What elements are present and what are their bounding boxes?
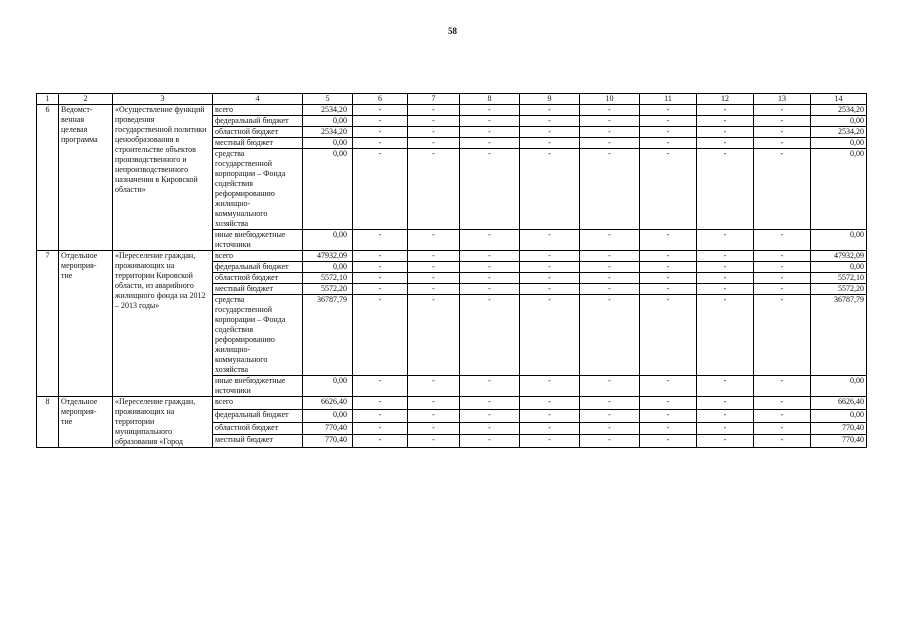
value-col-8: - (460, 273, 520, 284)
column-header-11: 11 (640, 94, 697, 105)
value-col-13: - (754, 230, 811, 251)
value-col-9: - (520, 295, 580, 376)
value-col-11: - (640, 397, 697, 410)
value-col-7: - (408, 116, 460, 127)
value-col-12: - (697, 422, 754, 435)
value-col-9: - (520, 273, 580, 284)
value-col-7: - (408, 284, 460, 295)
value-col-11: - (640, 127, 697, 138)
value-col-9: - (520, 116, 580, 127)
value-col-6: - (353, 409, 408, 422)
value-col-14: 47932,09 (811, 251, 867, 262)
value-col-14: 770,40 (811, 435, 867, 448)
value-col-9: - (520, 251, 580, 262)
column-header-14: 14 (811, 94, 867, 105)
table-row (37, 105, 867, 116)
value-col-10: - (580, 149, 640, 230)
value-col-10: - (580, 397, 640, 410)
value-col-10: - (580, 295, 640, 376)
measure-type: Отдельное мероприя- тие (59, 251, 113, 397)
value-col-13: - (754, 127, 811, 138)
funding-source: федеральный бюджет (213, 262, 303, 273)
value-col-10: - (580, 409, 640, 422)
value-col-9: - (520, 284, 580, 295)
column-header-5: 5 (303, 94, 353, 105)
value-col-9: - (520, 149, 580, 230)
value-col-13: - (754, 251, 811, 262)
value-col-8: - (460, 230, 520, 251)
value-col-13: - (754, 284, 811, 295)
value-col-5: 0,00 (303, 138, 353, 149)
funding-source: федеральный бюджет (213, 116, 303, 127)
value-col-7: - (408, 422, 460, 435)
value-col-10: - (580, 230, 640, 251)
value-col-14: 5572,10 (811, 273, 867, 284)
value-col-5: 2534,20 (303, 127, 353, 138)
value-col-5: 0,00 (303, 262, 353, 273)
value-col-12: - (697, 409, 754, 422)
measure-name: «Переселение граждан, проживающих на территории Кировской области, из аварийного жилищного фонда на 2012 – 2013 годы» (113, 251, 213, 397)
value-col-6: - (353, 284, 408, 295)
value-col-11: - (640, 116, 697, 127)
value-col-8: - (460, 397, 520, 410)
value-col-9: - (520, 138, 580, 149)
value-col-12: - (697, 295, 754, 376)
value-col-13: - (754, 376, 811, 397)
value-col-14: 5572,20 (811, 284, 867, 295)
value-col-13: - (754, 397, 811, 410)
value-col-6: - (353, 376, 408, 397)
value-col-8: - (460, 284, 520, 295)
funding-source: иные внебюджетные источники (213, 376, 303, 397)
column-header-8: 8 (460, 94, 520, 105)
value-col-6: - (353, 262, 408, 273)
value-col-5: 0,00 (303, 376, 353, 397)
value-col-7: - (408, 409, 460, 422)
value-col-12: - (697, 376, 754, 397)
value-col-11: - (640, 422, 697, 435)
value-col-7: - (408, 376, 460, 397)
value-col-7: - (408, 397, 460, 410)
column-header-4: 4 (213, 94, 303, 105)
value-col-12: - (697, 230, 754, 251)
value-col-9: - (520, 409, 580, 422)
column-header-13: 13 (754, 94, 811, 105)
value-col-14: 0,00 (811, 409, 867, 422)
value-col-5: 0,00 (303, 409, 353, 422)
value-col-6: - (353, 127, 408, 138)
value-col-9: - (520, 105, 580, 116)
table-row (37, 251, 867, 262)
value-col-7: - (408, 149, 460, 230)
column-header-2: 2 (59, 94, 113, 105)
measure-name: «Осуществление функций проведения государственной политики ценообразования в строительстве объектов производственного и непроизводственного назначения в Кировской области» (113, 105, 213, 251)
header-row (37, 94, 867, 105)
value-col-12: - (697, 127, 754, 138)
funding-source: местный бюджет (213, 138, 303, 149)
value-col-8: - (460, 262, 520, 273)
funding-source: средства государственной корпорации – Фонда содействия реформированию жилищно-коммунального хозяйства (213, 149, 303, 230)
value-col-7: - (408, 273, 460, 284)
value-col-12: - (697, 116, 754, 127)
value-col-8: - (460, 422, 520, 435)
value-col-12: - (697, 273, 754, 284)
value-col-7: - (408, 262, 460, 273)
value-col-5: 770,40 (303, 422, 353, 435)
value-col-10: - (580, 105, 640, 116)
table-body (37, 94, 867, 448)
value-col-11: - (640, 284, 697, 295)
value-col-7: - (408, 105, 460, 116)
value-col-6: - (353, 105, 408, 116)
value-col-9: - (520, 422, 580, 435)
value-col-13: - (754, 295, 811, 376)
value-col-14: 36787,79 (811, 295, 867, 376)
value-col-11: - (640, 376, 697, 397)
value-col-7: - (408, 295, 460, 376)
value-col-5: 5572,10 (303, 273, 353, 284)
row-number: 8 (37, 397, 59, 448)
value-col-5: 0,00 (303, 230, 353, 251)
value-col-11: - (640, 230, 697, 251)
value-col-8: - (460, 138, 520, 149)
value-col-5: 0,00 (303, 149, 353, 230)
value-col-11: - (640, 149, 697, 230)
measure-type: Ведомст- венная целевая программа (59, 105, 113, 251)
value-col-8: - (460, 251, 520, 262)
value-col-13: - (754, 435, 811, 448)
value-col-8: - (460, 435, 520, 448)
column-header-12: 12 (697, 94, 754, 105)
value-col-5: 36787,79 (303, 295, 353, 376)
value-col-13: - (754, 262, 811, 273)
value-col-7: - (408, 230, 460, 251)
value-col-12: - (697, 435, 754, 448)
value-col-14: 2534,20 (811, 105, 867, 116)
value-col-9: - (520, 376, 580, 397)
value-col-10: - (580, 138, 640, 149)
value-col-14: 0,00 (811, 149, 867, 230)
funding-source: областной бюджет (213, 422, 303, 435)
value-col-7: - (408, 127, 460, 138)
value-col-14: 2534,20 (811, 127, 867, 138)
row-number: 7 (37, 251, 59, 397)
value-col-6: - (353, 251, 408, 262)
value-col-8: - (460, 409, 520, 422)
value-col-12: - (697, 251, 754, 262)
value-col-12: - (697, 105, 754, 116)
value-col-8: - (460, 105, 520, 116)
funding-source: средства государственной корпорации – Фонда содействия реформированию жилищно-коммунального хозяйства (213, 295, 303, 376)
funding-source: федеральный бюджет (213, 409, 303, 422)
value-col-11: - (640, 105, 697, 116)
value-col-13: - (754, 149, 811, 230)
funding-source: местный бюджет (213, 284, 303, 295)
value-col-7: - (408, 138, 460, 149)
value-col-14: 770,40 (811, 422, 867, 435)
budget-table (36, 93, 867, 448)
measure-type: Отдельное мероприя- тие (59, 397, 113, 448)
value-col-9: - (520, 397, 580, 410)
value-col-14: 0,00 (811, 230, 867, 251)
funding-source: областной бюджет (213, 273, 303, 284)
value-col-9: - (520, 435, 580, 448)
value-col-14: 0,00 (811, 262, 867, 273)
value-col-6: - (353, 295, 408, 376)
value-col-11: - (640, 435, 697, 448)
value-col-14: 0,00 (811, 138, 867, 149)
value-col-12: - (697, 397, 754, 410)
value-col-10: - (580, 435, 640, 448)
value-col-6: - (353, 397, 408, 410)
value-col-5: 47932,09 (303, 251, 353, 262)
value-col-10: - (580, 273, 640, 284)
value-col-11: - (640, 409, 697, 422)
value-col-13: - (754, 422, 811, 435)
value-col-6: - (353, 149, 408, 230)
value-col-14: 0,00 (811, 376, 867, 397)
value-col-10: - (580, 376, 640, 397)
value-col-6: - (353, 422, 408, 435)
funding-source: иные внебюджетные источники (213, 230, 303, 251)
funding-source: всего (213, 105, 303, 116)
value-col-11: - (640, 251, 697, 262)
value-col-10: - (580, 127, 640, 138)
value-col-10: - (580, 284, 640, 295)
value-col-11: - (640, 138, 697, 149)
value-col-8: - (460, 295, 520, 376)
table-row (37, 397, 867, 410)
value-col-6: - (353, 230, 408, 251)
column-header-10: 10 (580, 94, 640, 105)
value-col-11: - (640, 295, 697, 376)
page-number: 58 (448, 26, 457, 36)
value-col-6: - (353, 435, 408, 448)
funding-source: областной бюджет (213, 127, 303, 138)
value-col-10: - (580, 262, 640, 273)
value-col-8: - (460, 376, 520, 397)
value-col-9: - (520, 230, 580, 251)
value-col-9: - (520, 127, 580, 138)
funding-source: всего (213, 397, 303, 410)
value-col-9: - (520, 262, 580, 273)
value-col-13: - (754, 409, 811, 422)
value-col-13: - (754, 138, 811, 149)
funding-source: местный бюджет (213, 435, 303, 448)
column-header-9: 9 (520, 94, 580, 105)
value-col-13: - (754, 105, 811, 116)
value-col-6: - (353, 116, 408, 127)
value-col-8: - (460, 116, 520, 127)
value-col-12: - (697, 262, 754, 273)
value-col-10: - (580, 116, 640, 127)
value-col-5: 770,40 (303, 435, 353, 448)
value-col-13: - (754, 116, 811, 127)
value-col-10: - (580, 422, 640, 435)
value-col-6: - (353, 138, 408, 149)
value-col-12: - (697, 284, 754, 295)
value-col-10: - (580, 251, 640, 262)
value-col-11: - (640, 273, 697, 284)
row-number: 6 (37, 105, 59, 251)
funding-source: всего (213, 251, 303, 262)
value-col-5: 0,00 (303, 116, 353, 127)
value-col-8: - (460, 127, 520, 138)
value-col-13: - (754, 273, 811, 284)
value-col-6: - (353, 273, 408, 284)
value-col-14: 0,00 (811, 116, 867, 127)
value-col-12: - (697, 149, 754, 230)
value-col-5: 5572,20 (303, 284, 353, 295)
column-header-7: 7 (408, 94, 460, 105)
measure-name: «Переселение граждан, проживающих на территории муниципального образования «Город (113, 397, 213, 448)
value-col-5: 6626,40 (303, 397, 353, 410)
value-col-12: - (697, 138, 754, 149)
value-col-11: - (640, 262, 697, 273)
column-header-1: 1 (37, 94, 59, 105)
value-col-8: - (460, 149, 520, 230)
value-col-7: - (408, 435, 460, 448)
column-header-3: 3 (113, 94, 213, 105)
value-col-14: 6626,40 (811, 397, 867, 410)
value-col-5: 2534,20 (303, 105, 353, 116)
column-header-6: 6 (353, 94, 408, 105)
value-col-7: - (408, 251, 460, 262)
